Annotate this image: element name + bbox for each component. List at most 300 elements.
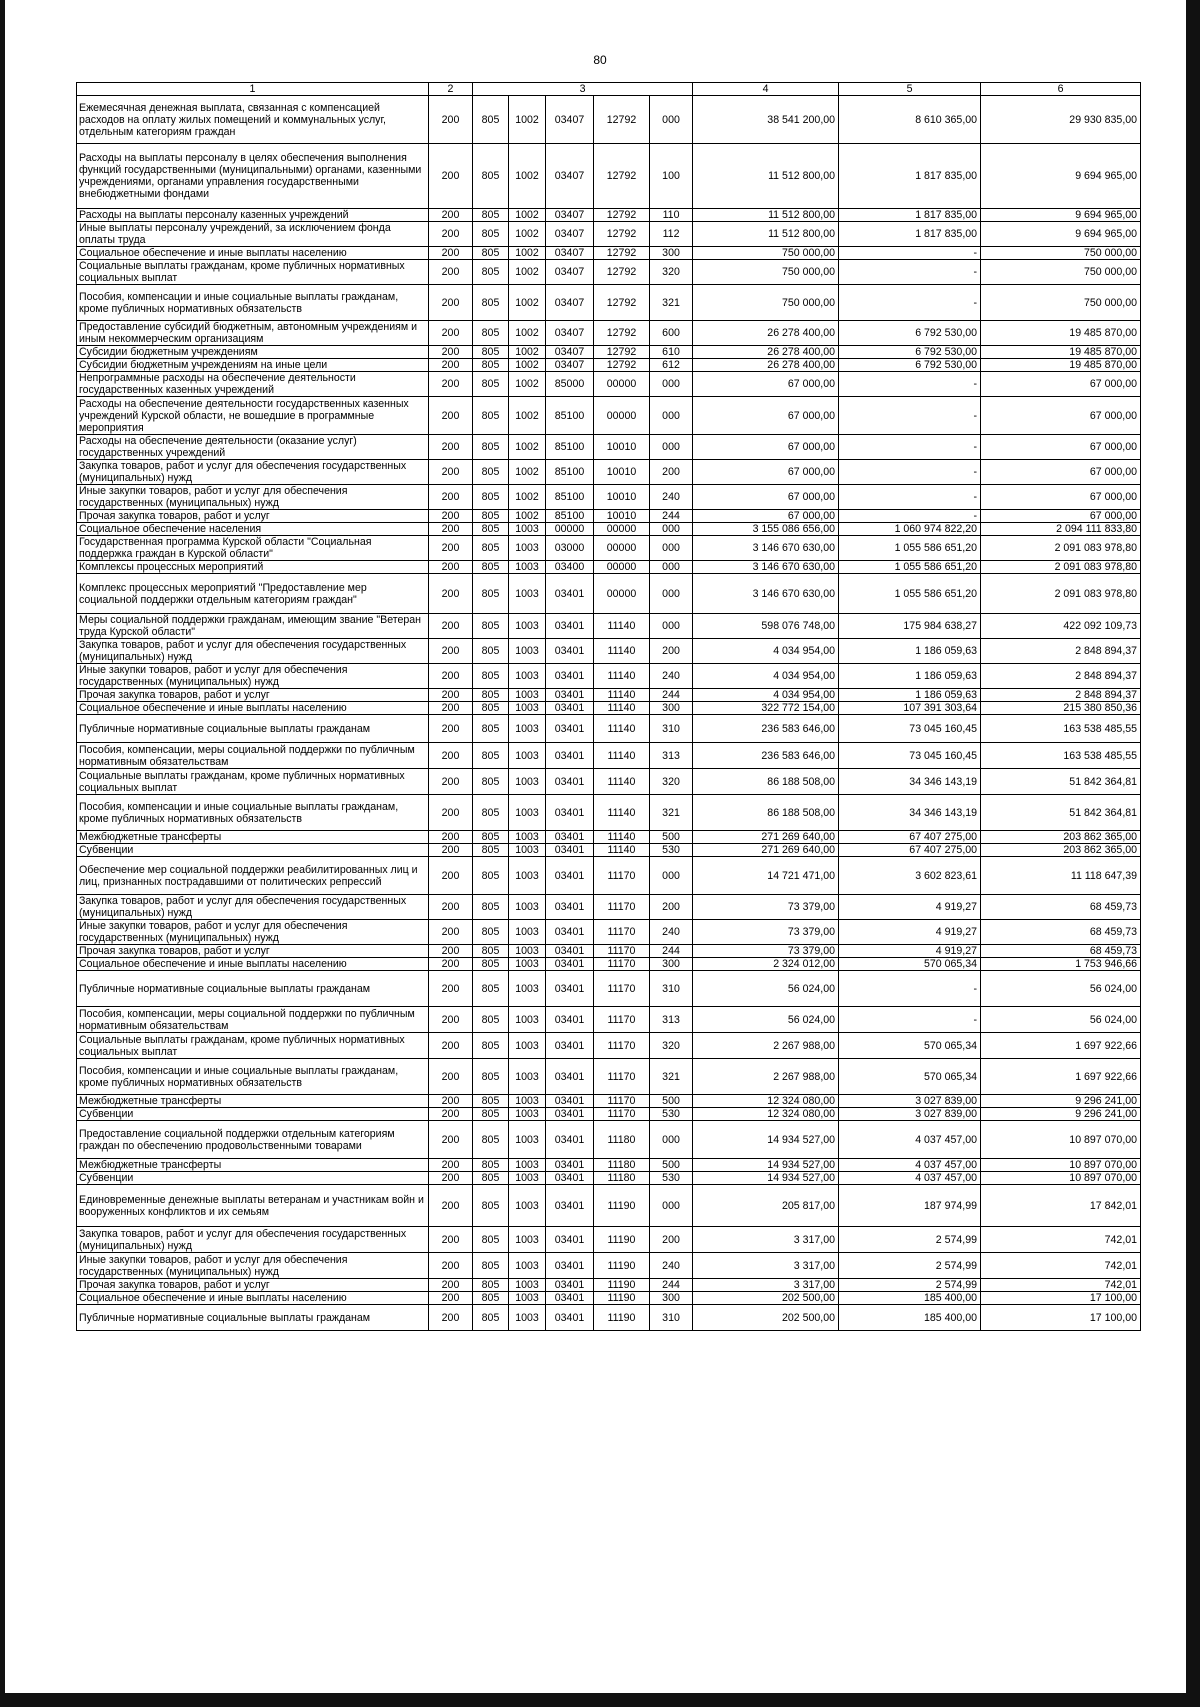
row-amount-col5: 6 792 530,00	[839, 321, 981, 346]
row-code-program: 03401	[546, 831, 594, 844]
row-amount-col4: 2 267 988,00	[693, 1033, 839, 1059]
row-amount-col5: 3 027 839,00	[839, 1095, 981, 1108]
row-name: Межбюджетные трансферты	[77, 1095, 429, 1108]
row-code-expense-type: 310	[650, 971, 693, 1007]
row-code-direction: 00000	[594, 372, 650, 397]
row-code-expense-type: 200	[650, 460, 693, 485]
row-code-gr: 200	[429, 1305, 473, 1331]
row-amount-col4: 3 155 086 656,00	[693, 523, 839, 536]
row-amount-col4: 14 721 471,00	[693, 857, 839, 895]
row-name: Единовременные денежные выплаты ветеранам и участникам войн и вооруженных конфликтов и их семьям	[77, 1185, 429, 1227]
row-code-program: 03407	[546, 247, 594, 260]
header-col-6: 6	[981, 83, 1141, 96]
row-code-program: 03407	[546, 285, 594, 321]
row-code-expense-type: 612	[650, 359, 693, 372]
row-code-expense-type: 000	[650, 523, 693, 536]
row-name: Публичные нормативные социальные выплаты гражданам	[77, 1305, 429, 1331]
row-code-program: 03401	[546, 1185, 594, 1227]
row-code-pr: 1002	[509, 285, 546, 321]
table-row	[77, 536, 1141, 561]
row-amount-col5: 34 346 143,19	[839, 795, 981, 831]
row-code-gr: 200	[429, 689, 473, 702]
row-code-expense-type: 100	[650, 144, 693, 209]
row-amount-col5: 3 602 823,61	[839, 857, 981, 895]
table-row	[77, 1227, 1141, 1253]
row-code-gr: 200	[429, 945, 473, 958]
row-code-expense-type: 000	[650, 614, 693, 639]
table-row	[77, 485, 1141, 510]
row-code-rz: 805	[473, 1108, 509, 1121]
row-amount-col5: 2 574,99	[839, 1279, 981, 1292]
row-amount-col4: 86 188 508,00	[693, 769, 839, 795]
row-code-pr: 1002	[509, 321, 546, 346]
row-code-gr: 200	[429, 715, 473, 743]
table-row	[77, 285, 1141, 321]
row-amount-col4: 271 269 640,00	[693, 831, 839, 844]
row-amount-col6: 19 485 870,00	[981, 359, 1141, 372]
row-code-gr: 200	[429, 346, 473, 359]
row-code-rz: 805	[473, 523, 509, 536]
row-code-program: 85000	[546, 372, 594, 397]
row-code-expense-type: 000	[650, 435, 693, 460]
row-code-gr: 200	[429, 971, 473, 1007]
row-amount-col6: 51 842 364,81	[981, 769, 1141, 795]
row-code-program: 03401	[546, 1292, 594, 1305]
row-amount-col5: -	[839, 460, 981, 485]
row-amount-col5: -	[839, 260, 981, 285]
row-code-gr: 200	[429, 561, 473, 574]
row-code-pr: 1003	[509, 1253, 546, 1279]
row-name: Расходы на выплаты персоналу в целях обеспечения выполнения функций государственными (муниципальными) органами, казенными учреждениями, органами управления государственными внебюджетными фондами	[77, 144, 429, 209]
row-name: Непрограммные расходы на обеспечение деятельности государственных казенных учреждений	[77, 372, 429, 397]
table-row	[77, 689, 1141, 702]
row-code-direction: 11180	[594, 1159, 650, 1172]
row-name: Прочая закупка товаров, работ и услуг	[77, 510, 429, 523]
row-code-direction: 11170	[594, 945, 650, 958]
row-code-rz: 805	[473, 144, 509, 209]
table-header-row	[77, 83, 1141, 96]
row-code-pr: 1003	[509, 689, 546, 702]
row-code-gr: 200	[429, 639, 473, 664]
row-code-direction: 12792	[594, 285, 650, 321]
row-code-rz: 805	[473, 945, 509, 958]
row-code-program: 03401	[546, 795, 594, 831]
row-code-expense-type: 200	[650, 639, 693, 664]
row-amount-col6: 2 848 894,37	[981, 639, 1141, 664]
row-code-direction: 10010	[594, 435, 650, 460]
row-amount-col6: 215 380 850,36	[981, 702, 1141, 715]
row-code-pr: 1002	[509, 222, 546, 247]
row-code-expense-type: 321	[650, 285, 693, 321]
row-code-gr: 200	[429, 769, 473, 795]
row-code-pr: 1002	[509, 435, 546, 460]
row-code-direction: 10010	[594, 460, 650, 485]
row-code-pr: 1003	[509, 920, 546, 945]
row-code-pr: 1003	[509, 664, 546, 689]
row-code-program: 03401	[546, 920, 594, 945]
row-name: Прочая закупка товаров, работ и услуг	[77, 945, 429, 958]
row-amount-col5: 4 037 457,00	[839, 1121, 981, 1159]
row-code-program: 03407	[546, 96, 594, 144]
row-code-gr: 200	[429, 247, 473, 260]
row-name: Субсидии бюджетным учреждениям на иные цели	[77, 359, 429, 372]
row-amount-col5: 4 037 457,00	[839, 1159, 981, 1172]
row-amount-col5: 1 055 586 651,20	[839, 574, 981, 614]
row-name: Государственная программа Курской области "Социальная поддержка граждан в Курской области"	[77, 536, 429, 561]
row-code-rz: 805	[473, 359, 509, 372]
row-amount-col6: 2 091 083 978,80	[981, 536, 1141, 561]
table-row	[77, 321, 1141, 346]
row-code-direction: 11140	[594, 715, 650, 743]
table-row	[77, 1121, 1141, 1159]
table-row	[77, 795, 1141, 831]
row-code-rz: 805	[473, 689, 509, 702]
row-code-rz: 805	[473, 485, 509, 510]
row-code-rz: 805	[473, 1033, 509, 1059]
row-code-expense-type: 500	[650, 1095, 693, 1108]
row-amount-col6: 1 697 922,66	[981, 1033, 1141, 1059]
row-code-program: 03407	[546, 321, 594, 346]
row-amount-col4: 14 934 527,00	[693, 1121, 839, 1159]
row-amount-col5: 67 407 275,00	[839, 831, 981, 844]
row-code-program: 03401	[546, 1059, 594, 1095]
row-code-pr: 1003	[509, 561, 546, 574]
row-code-expense-type: 500	[650, 831, 693, 844]
row-code-gr: 200	[429, 536, 473, 561]
row-code-pr: 1002	[509, 260, 546, 285]
table-row	[77, 96, 1141, 144]
row-amount-col4: 26 278 400,00	[693, 359, 839, 372]
row-code-rz: 805	[473, 895, 509, 920]
row-code-direction: 00000	[594, 574, 650, 614]
row-code-direction: 11140	[594, 664, 650, 689]
row-code-expense-type: 240	[650, 485, 693, 510]
row-amount-col5: -	[839, 971, 981, 1007]
row-amount-col4: 38 541 200,00	[693, 96, 839, 144]
row-amount-col4: 271 269 640,00	[693, 844, 839, 857]
row-code-pr: 1002	[509, 144, 546, 209]
row-code-program: 03407	[546, 209, 594, 222]
row-code-expense-type: 000	[650, 96, 693, 144]
row-code-pr: 1002	[509, 372, 546, 397]
row-code-gr: 200	[429, 1007, 473, 1033]
row-code-direction: 11140	[594, 614, 650, 639]
row-code-pr: 1002	[509, 359, 546, 372]
row-code-rz: 805	[473, 346, 509, 359]
row-amount-col6: 9 296 241,00	[981, 1095, 1141, 1108]
row-amount-col6: 10 897 070,00	[981, 1121, 1141, 1159]
row-amount-col5: 4 919,27	[839, 895, 981, 920]
row-amount-col4: 12 324 080,00	[693, 1095, 839, 1108]
row-code-gr: 200	[429, 1059, 473, 1095]
row-name: Закупка товаров, работ и услуг для обеспечения государственных (муниципальных) нужд	[77, 460, 429, 485]
row-code-expense-type: 300	[650, 247, 693, 260]
row-amount-col4: 202 500,00	[693, 1305, 839, 1331]
row-amount-col4: 73 379,00	[693, 920, 839, 945]
row-name: Пособия, компенсации, меры социальной поддержки по публичным нормативным обязательствам	[77, 743, 429, 769]
table-row	[77, 435, 1141, 460]
table-row	[77, 769, 1141, 795]
row-name: Комплексы процессных мероприятий	[77, 561, 429, 574]
row-amount-col5: -	[839, 285, 981, 321]
row-code-rz: 805	[473, 1279, 509, 1292]
row-code-rz: 805	[473, 857, 509, 895]
row-code-gr: 200	[429, 1159, 473, 1172]
row-code-gr: 200	[429, 523, 473, 536]
row-code-expense-type: 530	[650, 1172, 693, 1185]
row-amount-col5: 67 407 275,00	[839, 844, 981, 857]
row-amount-col5: 1 060 974 822,20	[839, 523, 981, 536]
row-amount-col4: 750 000,00	[693, 260, 839, 285]
row-code-expense-type: 200	[650, 895, 693, 920]
row-code-pr: 1003	[509, 1159, 546, 1172]
row-amount-col4: 4 034 954,00	[693, 639, 839, 664]
row-amount-col4: 67 000,00	[693, 460, 839, 485]
row-amount-col4: 67 000,00	[693, 372, 839, 397]
row-code-expense-type: 000	[650, 372, 693, 397]
row-code-rz: 805	[473, 664, 509, 689]
table-row	[77, 346, 1141, 359]
row-code-gr: 200	[429, 844, 473, 857]
row-amount-col6: 10 897 070,00	[981, 1159, 1141, 1172]
table-row	[77, 1305, 1141, 1331]
row-code-gr: 200	[429, 285, 473, 321]
row-code-program: 03401	[546, 1159, 594, 1172]
row-code-expense-type: 600	[650, 321, 693, 346]
row-name: Ежемесячная денежная выплата, связанная с компенсацией расходов на оплату жилых помещений и коммунальных услуг, отдельным категориям граждан	[77, 96, 429, 144]
row-amount-col6: 9 694 965,00	[981, 209, 1141, 222]
row-code-program: 03401	[546, 664, 594, 689]
row-code-rz: 805	[473, 510, 509, 523]
row-amount-col6: 750 000,00	[981, 285, 1141, 321]
row-amount-col4: 67 000,00	[693, 435, 839, 460]
row-code-expense-type: 000	[650, 536, 693, 561]
row-amount-col4: 2 267 988,00	[693, 1059, 839, 1095]
row-amount-col6: 750 000,00	[981, 247, 1141, 260]
row-code-direction: 11170	[594, 895, 650, 920]
row-code-pr: 1003	[509, 1121, 546, 1159]
row-code-program: 03401	[546, 715, 594, 743]
row-code-direction: 12792	[594, 144, 650, 209]
row-code-direction: 11140	[594, 831, 650, 844]
row-amount-col6: 1 697 922,66	[981, 1059, 1141, 1095]
row-amount-col5: 570 065,34	[839, 1059, 981, 1095]
row-name: Обеспечение мер социальной поддержки реабилитированных лиц и лиц, признанных пострадавшими от политических репрессий	[77, 857, 429, 895]
table-row	[77, 523, 1141, 536]
row-amount-col5: 1 817 835,00	[839, 209, 981, 222]
row-code-program: 03401	[546, 1305, 594, 1331]
table-row	[77, 1095, 1141, 1108]
row-code-program: 03401	[546, 639, 594, 664]
row-code-direction: 11140	[594, 795, 650, 831]
row-code-gr: 200	[429, 1292, 473, 1305]
table-row	[77, 831, 1141, 844]
table-row	[77, 1108, 1141, 1121]
table-row	[77, 971, 1141, 1007]
row-code-rz: 805	[473, 260, 509, 285]
row-code-pr: 1003	[509, 743, 546, 769]
row-name: Субвенции	[77, 844, 429, 857]
row-amount-col6: 19 485 870,00	[981, 321, 1141, 346]
row-code-program: 85100	[546, 510, 594, 523]
row-amount-col4: 750 000,00	[693, 247, 839, 260]
row-code-rz: 805	[473, 321, 509, 346]
row-amount-col6: 742,01	[981, 1279, 1141, 1292]
table-row	[77, 945, 1141, 958]
row-code-direction: 12792	[594, 222, 650, 247]
row-amount-col6: 9 296 241,00	[981, 1108, 1141, 1121]
row-amount-col5: -	[839, 1007, 981, 1033]
row-amount-col6: 68 459,73	[981, 945, 1141, 958]
row-code-direction: 11180	[594, 1121, 650, 1159]
row-code-direction: 11170	[594, 971, 650, 1007]
row-amount-col4: 3 146 670 630,00	[693, 536, 839, 561]
row-code-expense-type: 000	[650, 857, 693, 895]
table-row	[77, 1253, 1141, 1279]
row-code-pr: 1003	[509, 795, 546, 831]
row-name: Субсидии бюджетным учреждениям	[77, 346, 429, 359]
row-amount-col5: 4 919,27	[839, 945, 981, 958]
row-code-direction: 11190	[594, 1305, 650, 1331]
row-name: Иные закупки товаров, работ и услуг для обеспечения государственных (муниципальных) нужд	[77, 485, 429, 510]
row-code-pr: 1003	[509, 523, 546, 536]
table-row	[77, 222, 1141, 247]
scan-edge-bottom	[0, 1693, 1200, 1707]
row-code-program: 03401	[546, 1172, 594, 1185]
row-code-pr: 1003	[509, 614, 546, 639]
row-amount-col6: 2 094 111 833,80	[981, 523, 1141, 536]
budget-table	[76, 82, 1141, 1331]
row-code-program: 03401	[546, 1279, 594, 1292]
row-code-gr: 200	[429, 144, 473, 209]
row-code-gr: 200	[429, 614, 473, 639]
row-amount-col5: 6 792 530,00	[839, 346, 981, 359]
row-code-gr: 200	[429, 1253, 473, 1279]
row-code-pr: 1002	[509, 510, 546, 523]
row-code-gr: 200	[429, 958, 473, 971]
row-amount-col6: 17 100,00	[981, 1305, 1141, 1331]
row-code-pr: 1003	[509, 857, 546, 895]
row-code-rz: 805	[473, 536, 509, 561]
row-amount-col4: 14 934 527,00	[693, 1172, 839, 1185]
row-code-expense-type: 321	[650, 1059, 693, 1095]
row-name: Предоставление социальной поддержки отдельным категориям граждан по обеспечению продовольственными товарами	[77, 1121, 429, 1159]
row-amount-col6: 67 000,00	[981, 485, 1141, 510]
row-code-rz: 805	[473, 1305, 509, 1331]
header-col-2: 2	[429, 83, 473, 96]
table-row	[77, 1185, 1141, 1227]
row-code-expense-type: 244	[650, 510, 693, 523]
row-code-program: 03401	[546, 614, 594, 639]
row-amount-col6: 68 459,73	[981, 895, 1141, 920]
row-amount-col6: 742,01	[981, 1253, 1141, 1279]
row-amount-col5: 570 065,34	[839, 958, 981, 971]
row-code-expense-type: 244	[650, 689, 693, 702]
row-code-pr: 1003	[509, 945, 546, 958]
row-code-pr: 1003	[509, 958, 546, 971]
row-code-expense-type: 313	[650, 743, 693, 769]
row-name: Социальное обеспечение и иные выплаты населению	[77, 702, 429, 715]
row-code-pr: 1003	[509, 1227, 546, 1253]
row-amount-col5: 1 055 586 651,20	[839, 561, 981, 574]
row-code-direction: 11190	[594, 1253, 650, 1279]
row-code-program: 03400	[546, 561, 594, 574]
scan-edge-left	[0, 0, 5, 1707]
row-code-expense-type: 300	[650, 702, 693, 715]
row-code-direction: 12792	[594, 359, 650, 372]
row-amount-col6: 2 848 894,37	[981, 689, 1141, 702]
table-row	[77, 209, 1141, 222]
row-code-direction: 11190	[594, 1185, 650, 1227]
row-code-gr: 200	[429, 1227, 473, 1253]
row-code-direction: 12792	[594, 247, 650, 260]
row-code-direction: 11180	[594, 1172, 650, 1185]
table-row	[77, 510, 1141, 523]
table-row	[77, 920, 1141, 945]
row-code-rz: 805	[473, 715, 509, 743]
row-amount-col4: 26 278 400,00	[693, 346, 839, 359]
row-code-program: 03407	[546, 260, 594, 285]
row-code-rz: 805	[473, 1253, 509, 1279]
row-code-expense-type: 300	[650, 958, 693, 971]
row-code-pr: 1003	[509, 844, 546, 857]
row-code-gr: 200	[429, 831, 473, 844]
row-code-pr: 1002	[509, 346, 546, 359]
row-code-rz: 805	[473, 769, 509, 795]
row-amount-col4: 3 146 670 630,00	[693, 561, 839, 574]
row-code-program: 85100	[546, 485, 594, 510]
row-code-direction: 11140	[594, 639, 650, 664]
table-row	[77, 1059, 1141, 1095]
row-amount-col5: 34 346 143,19	[839, 769, 981, 795]
row-amount-col4: 236 583 646,00	[693, 743, 839, 769]
table-row	[77, 958, 1141, 971]
row-code-program: 03401	[546, 857, 594, 895]
row-name: Иные закупки товаров, работ и услуг для обеспечения государственных (муниципальных) нужд	[77, 1253, 429, 1279]
row-name: Прочая закупка товаров, работ и услуг	[77, 1279, 429, 1292]
table-row	[77, 359, 1141, 372]
row-code-program: 03401	[546, 702, 594, 715]
row-amount-col5: 4 919,27	[839, 920, 981, 945]
row-amount-col4: 26 278 400,00	[693, 321, 839, 346]
row-code-rz: 805	[473, 247, 509, 260]
row-amount-col6: 68 459,73	[981, 920, 1141, 945]
row-code-direction: 00000	[594, 523, 650, 536]
row-code-expense-type: 530	[650, 844, 693, 857]
row-code-expense-type: 112	[650, 222, 693, 247]
row-code-direction: 11190	[594, 1279, 650, 1292]
row-code-gr: 200	[429, 743, 473, 769]
page-number: 80	[593, 53, 607, 67]
row-amount-col5: 185 400,00	[839, 1305, 981, 1331]
row-code-expense-type: 000	[650, 1121, 693, 1159]
row-amount-col6: 9 694 965,00	[981, 144, 1141, 209]
row-code-gr: 200	[429, 1108, 473, 1121]
row-amount-col4: 4 034 954,00	[693, 664, 839, 689]
row-code-direction: 12792	[594, 346, 650, 359]
row-code-direction: 12792	[594, 321, 650, 346]
row-amount-col5: 1 817 835,00	[839, 144, 981, 209]
row-code-pr: 1002	[509, 460, 546, 485]
row-amount-col4: 73 379,00	[693, 945, 839, 958]
row-code-rz: 805	[473, 971, 509, 1007]
row-code-program: 03401	[546, 844, 594, 857]
row-code-direction: 11170	[594, 920, 650, 945]
row-code-program: 03401	[546, 689, 594, 702]
row-code-expense-type: 313	[650, 1007, 693, 1033]
row-code-pr: 1003	[509, 895, 546, 920]
row-code-pr: 1003	[509, 1095, 546, 1108]
